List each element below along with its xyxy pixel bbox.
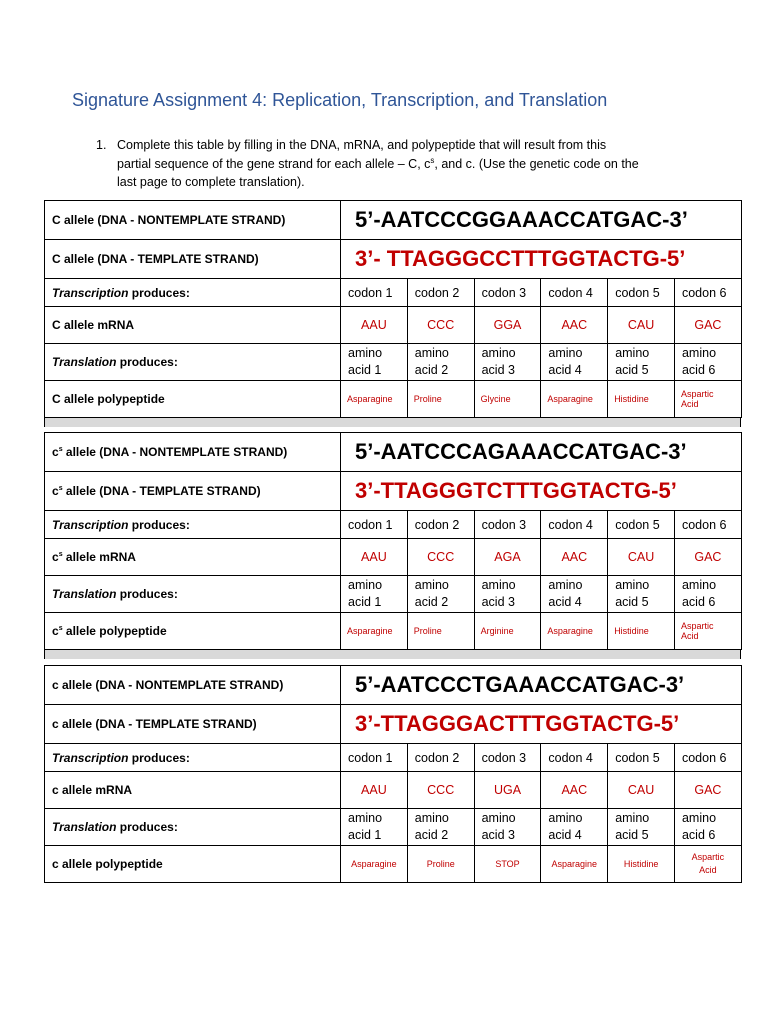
mrna-codon: CCC: [407, 539, 474, 576]
codon-header: codon 1: [341, 511, 408, 539]
amino-acid-header: amino acid 3: [474, 344, 541, 381]
amino-acid-header: amino acid 1: [341, 809, 408, 846]
nontemplate-label: $c^s$ allele (DNA - NONTEMPLATE STRAND): [45, 433, 341, 472]
codon-header: codon 3: [474, 279, 541, 307]
amino-header-row: [45, 576, 742, 613]
mrna-row: [45, 539, 742, 576]
amino-acid-header: amino acid 4: [541, 344, 608, 381]
amino-acid: Aspartic Acid: [674, 846, 741, 883]
mrna-codon: CCC: [407, 772, 474, 809]
mrna-label: $c^s$ allele mRNA: [45, 539, 341, 576]
amino-acid: Proline: [407, 381, 474, 418]
codon-header: codon 4: [541, 744, 608, 772]
template-label: C allele (DNA - TEMPLATE STRAND): [45, 240, 341, 279]
amino-acid-header: amino acid 2: [407, 809, 474, 846]
instruction-number: 1.: [96, 138, 107, 152]
amino-acid-header: amino acid 4: [541, 576, 608, 613]
mrna-codon: CAU: [608, 307, 675, 344]
amino-acid-header: amino acid 5: [608, 576, 675, 613]
allele-table-C: [44, 200, 742, 418]
codon-header: codon 5: [608, 279, 675, 307]
nontemplate-row: [45, 666, 742, 705]
amino-acid: Histidine: [608, 846, 675, 883]
mrna-codon: AAC: [541, 772, 608, 809]
template-row: [45, 472, 742, 511]
codon-header: codon 5: [608, 744, 675, 772]
nontemplate-label: c allele (DNA - NONTEMPLATE STRAND): [45, 666, 341, 705]
nontemplate-sequence: 5’-AATCCCAGAAACCATGAC-3’: [341, 433, 742, 472]
instruction-text: [117, 136, 707, 192]
mrna-codon: AAC: [541, 539, 608, 576]
codon-header-row: [45, 511, 742, 539]
polypeptide-row: [45, 613, 742, 650]
codon-header: codon 2: [407, 744, 474, 772]
mrna-codon: GGA: [474, 307, 541, 344]
template-label: $c^s$ allele (DNA - TEMPLATE STRAND): [45, 472, 341, 511]
codon-header: codon 3: [474, 744, 541, 772]
amino-acid: Asparagine: [341, 381, 408, 418]
mrna-codon: AAU: [341, 772, 408, 809]
amino-acid: Glycine: [474, 381, 541, 418]
polypeptide-row: [45, 381, 742, 418]
allele-table-cs: [44, 432, 742, 650]
page-title: Signature Assignment 4: Replication, Transcription, and Translation: [72, 90, 608, 110]
polypeptide-label: c allele polypeptide: [45, 846, 341, 883]
mrna-codon: AGA: [474, 539, 541, 576]
amino-acid-header: amino acid 5: [608, 344, 675, 381]
transcription-label: Transcription produces:: [45, 511, 341, 539]
amino-acid: Asparagine: [541, 613, 608, 650]
codon-header: codon 2: [407, 511, 474, 539]
amino-acid-header: amino acid 6: [674, 576, 741, 613]
amino-acid: Proline: [407, 846, 474, 883]
amino-acid: Histidine: [608, 381, 675, 418]
mrna-codon: CAU: [608, 539, 675, 576]
amino-header-row: [45, 344, 742, 381]
template-row: [45, 240, 742, 279]
transcription-label: Transcription produces:: [45, 279, 341, 307]
mrna-row: [45, 307, 742, 344]
amino-acid-header: amino acid 2: [407, 576, 474, 613]
translation-label: Translation produces:: [45, 809, 341, 846]
template-row: [45, 705, 742, 744]
codon-header: codon 4: [541, 279, 608, 307]
polypeptide-row: [45, 846, 742, 883]
amino-acid: STOP: [474, 846, 541, 883]
template-label: c allele (DNA - TEMPLATE STRAND): [45, 705, 341, 744]
translation-label: Translation produces:: [45, 344, 341, 381]
template-sequence: 3’- TTAGGGCCTTTGGTACTG-5’: [341, 240, 742, 279]
template-sequence: 3’-TTAGGGACTTTGGTACTG-5’: [341, 705, 742, 744]
codon-header-row: [45, 744, 742, 772]
amino-acid: Asparagine: [341, 846, 408, 883]
nontemplate-row: [45, 201, 742, 240]
nontemplate-sequence: 5’-AATCCCGGAAACCATGAC-3’: [341, 201, 742, 240]
codon-header: codon 1: [341, 744, 408, 772]
amino-acid: Proline: [407, 613, 474, 650]
mrna-label: C allele mRNA: [45, 307, 341, 344]
amino-acid: Aspartic Acid: [674, 613, 741, 650]
translation-label: Translation produces:: [45, 576, 341, 613]
amino-acid: Histidine: [608, 613, 675, 650]
amino-acid-header: amino acid 5: [608, 809, 675, 846]
codon-header: codon 3: [474, 511, 541, 539]
amino-acid-header: amino acid 1: [341, 576, 408, 613]
instruction-line-2: partial sequence of the gene strand for each allele – C, $c^s$, and c. (Use the genetic code on the: [117, 155, 639, 171]
codon-header: codon 6: [674, 279, 741, 307]
amino-acid-header: amino acid 3: [474, 809, 541, 846]
amino-acid: Arginine: [474, 613, 541, 650]
transcription-label: Transcription produces:: [45, 744, 341, 772]
nontemplate-label: C allele (DNA - NONTEMPLATE STRAND): [45, 201, 341, 240]
section-divider: [44, 418, 741, 427]
template-sequence: 3’-TTAGGGTCTTTGGTACTG-5’: [341, 472, 742, 511]
amino-acid-header: amino acid 1: [341, 344, 408, 381]
nontemplate-row: [45, 433, 742, 472]
mrna-codon: AAU: [341, 307, 408, 344]
nontemplate-sequence: 5’-AATCCCTGAAACCATGAC-3’: [341, 666, 742, 705]
polypeptide-label: C allele polypeptide: [45, 381, 341, 418]
mrna-codon: AAU: [341, 539, 408, 576]
polypeptide-label: $c^s$ allele polypeptide: [45, 613, 341, 650]
mrna-row: [45, 772, 742, 809]
amino-header-row: [45, 809, 742, 846]
amino-acid: Aspartic Acid: [674, 381, 741, 418]
codon-header-row: [45, 279, 742, 307]
codon-header: codon 5: [608, 511, 675, 539]
amino-acid: Asparagine: [541, 846, 608, 883]
codon-header: codon 6: [674, 744, 741, 772]
amino-acid-header: amino acid 4: [541, 809, 608, 846]
section-divider: [44, 650, 741, 659]
mrna-codon: GAC: [674, 772, 741, 809]
mrna-label: c allele mRNA: [45, 772, 341, 809]
amino-acid: Asparagine: [341, 613, 408, 650]
mrna-codon: GAC: [674, 307, 741, 344]
instruction-line-3: last page to complete translation).: [117, 175, 305, 189]
mrna-codon: CCC: [407, 307, 474, 344]
amino-acid-header: amino acid 6: [674, 344, 741, 381]
codon-header: codon 1: [341, 279, 408, 307]
amino-acid-header: amino acid 3: [474, 576, 541, 613]
allele-table-c: [44, 665, 742, 883]
codon-header: codon 6: [674, 511, 741, 539]
amino-acid-header: amino acid 6: [674, 809, 741, 846]
mrna-codon: GAC: [674, 539, 741, 576]
codon-header: codon 4: [541, 511, 608, 539]
instruction-line-1: Complete this table by filling in the DNA, mRNA, and polypeptide that will result from this: [117, 138, 607, 152]
amino-acid-header: amino acid 2: [407, 344, 474, 381]
codon-header: codon 2: [407, 279, 474, 307]
mrna-codon: UGA: [474, 772, 541, 809]
mrna-codon: AAC: [541, 307, 608, 344]
amino-acid: Asparagine: [541, 381, 608, 418]
mrna-codon: CAU: [608, 772, 675, 809]
